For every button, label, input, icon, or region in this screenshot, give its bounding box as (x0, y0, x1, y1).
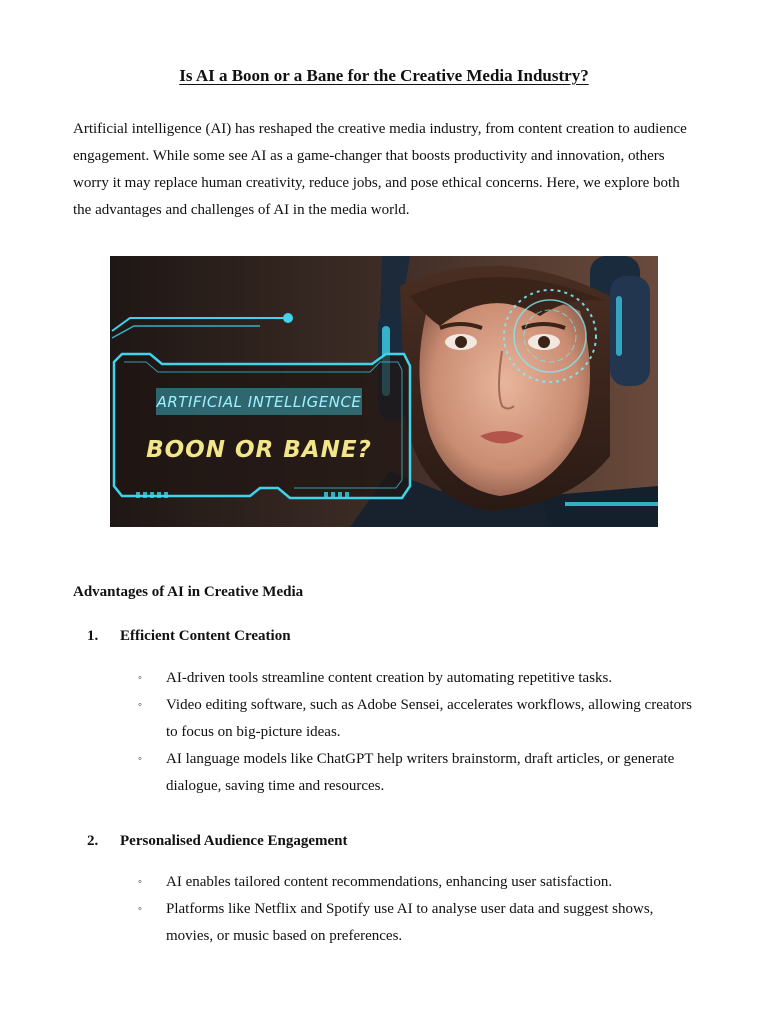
item-title: Efficient Content Creation (120, 628, 291, 644)
hero-label-top: ARTIFICIAL INTELLIGENCE (156, 393, 362, 411)
bullet-icon: ◦ (138, 903, 142, 915)
list-item: ◦ AI enables tailored content recommendations, enhancing user satisfaction. (130, 869, 700, 896)
bullet-icon: ◦ (138, 753, 142, 765)
item-number: 2. (87, 833, 99, 849)
bullet-icon: ◦ (138, 876, 142, 888)
numbered-item-2 (87, 833, 687, 853)
item-number: 1. (87, 628, 99, 644)
item-title: Personalised Audience Engagement (120, 833, 348, 849)
hero-image (110, 256, 658, 527)
bullet-icon: ◦ (138, 672, 142, 684)
bullet-list-2 (130, 869, 700, 950)
numbered-item-1 (87, 628, 687, 648)
bullet-icon: ◦ (138, 699, 142, 711)
list-item: ◦ Platforms like Netflix and Spotify use AI to analyse user data and suggest shows, movies, or music based on preferences. (130, 896, 700, 950)
list-item: ◦ AI-driven tools streamline content creation by automating repetitive tasks. (130, 665, 700, 692)
document-title: Is AI a Boon or a Bane for the Creative Media Industry? (179, 66, 589, 85)
intro-paragraph: Artificial intelligence (AI) has reshaped the creative media industry, from content creation to audience engagement. While some see AI as a game-changer that boosts productivity and innovation, others worry it may replace human creativity, reduce jobs, and pose ethical concerns. Here, we explore both the advantages and challenges of AI in the media world. (73, 121, 687, 218)
hero-label-bottom: BOON OR BANE? (146, 437, 372, 463)
list-item: ◦ AI language models like ChatGPT help writers brainstorm, draft articles, or generate dialogue, saving time and resources. (130, 746, 700, 800)
bullet-list-1 (130, 665, 700, 800)
list-item: ◦ Video editing software, such as Adobe Sensei, accelerates workflows, allowing creators to focus on big-picture ideas. (130, 692, 700, 746)
advantages-heading: Advantages of AI in Creative Media (73, 584, 304, 600)
